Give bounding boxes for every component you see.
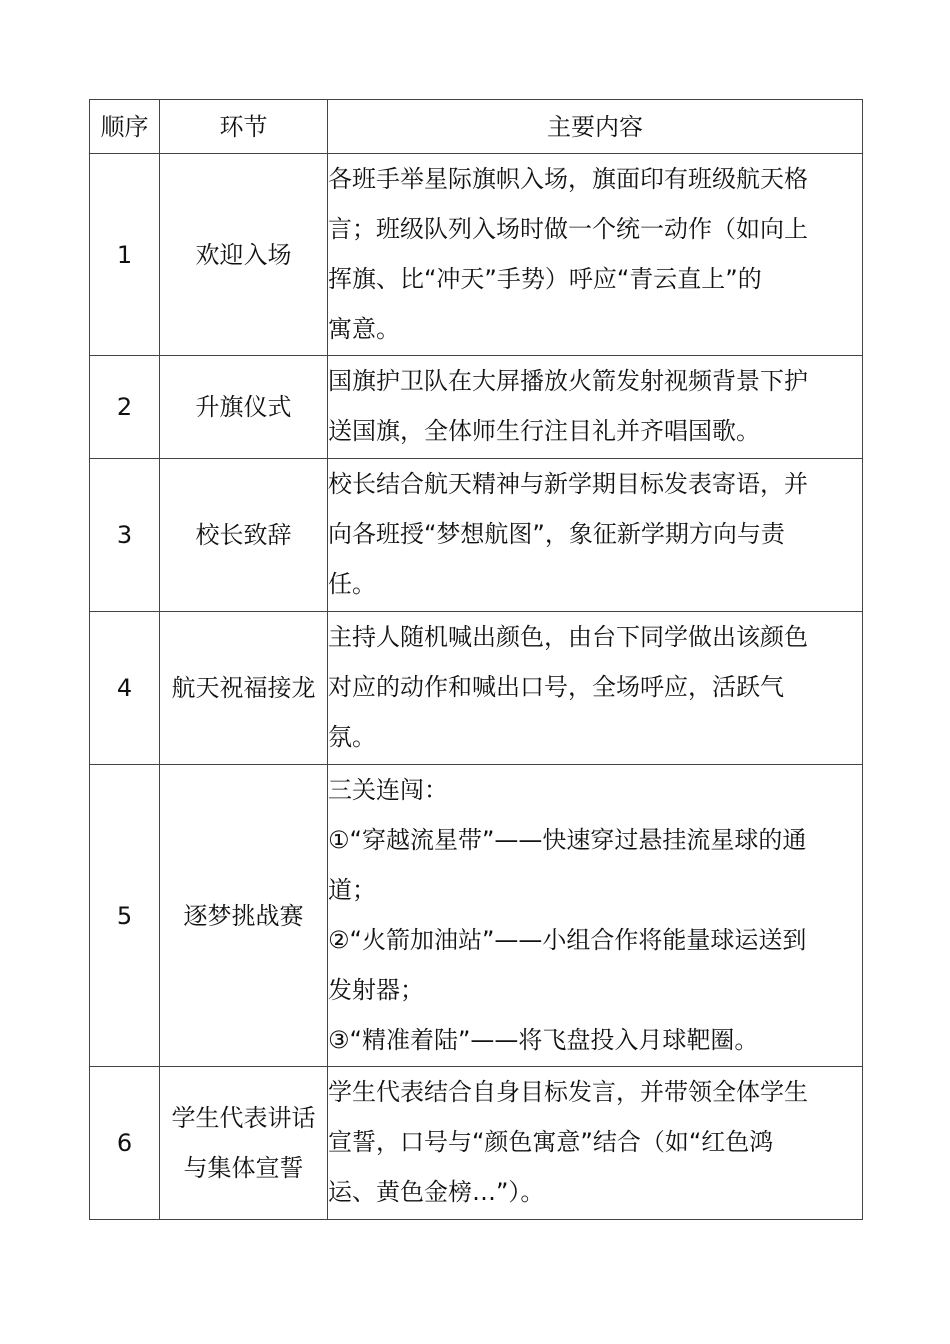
content-line: 向各班授“梦想航图”，象征新学期方向与责 <box>328 520 785 548</box>
content-line: 言；班级队列入场时做一个统一动作（如向上 <box>328 215 808 243</box>
table-row <box>90 356 863 459</box>
header-content: 主要内容 <box>328 100 863 154</box>
content-line: 学生代表结合自身目标发言，并带领全体学生 <box>328 1078 808 1106</box>
row-content <box>328 154 863 356</box>
content-line: 寓意。 <box>328 315 400 343</box>
row-step: 逐梦挑战赛 <box>160 765 328 1067</box>
step-line: 学生代表讲话 <box>171 1104 316 1132</box>
content-line: 送国旗，全体师生行注目礼并齐唱国歌。 <box>328 417 760 445</box>
row-step <box>160 1067 328 1220</box>
row-step: 欢迎入场 <box>160 154 328 356</box>
content-line: ②“火箭加油站”——小组合作将能量球运送到 <box>328 926 807 954</box>
content-line: ③“精准着陆”——将飞盘投入月球靶圈。 <box>328 1026 759 1054</box>
row-seq: 5 <box>90 765 160 1067</box>
content-line: 任。 <box>328 570 376 598</box>
table-row <box>90 612 863 765</box>
header-seq: 顺序 <box>90 100 160 154</box>
content-line: 挥旗、比“冲天”手势）呼应“青云直上”的 <box>328 265 762 293</box>
table-row <box>90 765 863 1067</box>
header-step: 环节 <box>160 100 328 154</box>
content-line: 运、黄色金榜…”）。 <box>328 1178 545 1206</box>
row-content <box>328 1067 863 1220</box>
content-line: 宣誓，口号与“颜色寓意”结合（如“红色鸿 <box>328 1128 774 1156</box>
content-line: 校长结合航天精神与新学期目标发表寄语，并 <box>328 470 808 498</box>
content-line: 道； <box>328 876 376 904</box>
row-step: 航天祝福接龙 <box>160 612 328 765</box>
row-seq: 1 <box>90 154 160 356</box>
content-line: 发射器； <box>328 976 424 1004</box>
row-step: 升旗仪式 <box>160 356 328 459</box>
row-content <box>328 459 863 612</box>
table-header-row <box>90 100 863 154</box>
row-content <box>328 356 863 459</box>
row-step: 校长致辞 <box>160 459 328 612</box>
content-line: 国旗护卫队在大屏播放火箭发射视频背景下护 <box>328 367 808 395</box>
content-line: 主持人随机喊出颜色，由台下同学做出该颜色 <box>328 623 808 651</box>
table-row <box>90 1067 863 1220</box>
content-line: ①“穿越流星带”——快速穿过悬挂流星球的通 <box>328 826 807 854</box>
row-content <box>328 765 863 1067</box>
table-row <box>90 154 863 356</box>
step-line: 与集体宣誓 <box>183 1154 304 1182</box>
content-line: 氛。 <box>328 723 376 751</box>
row-seq: 4 <box>90 612 160 765</box>
content-line: 三关连闯： <box>328 776 448 804</box>
table-row <box>90 459 863 612</box>
content-line: 对应的动作和喊出口号，全场呼应，活跃气 <box>328 673 784 701</box>
row-content <box>328 612 863 765</box>
row-seq: 3 <box>90 459 160 612</box>
row-seq: 6 <box>90 1067 160 1220</box>
row-seq: 2 <box>90 356 160 459</box>
program-table <box>89 99 863 1220</box>
content-line: 各班手举星际旗帜入场，旗面印有班级航天格 <box>328 165 808 193</box>
